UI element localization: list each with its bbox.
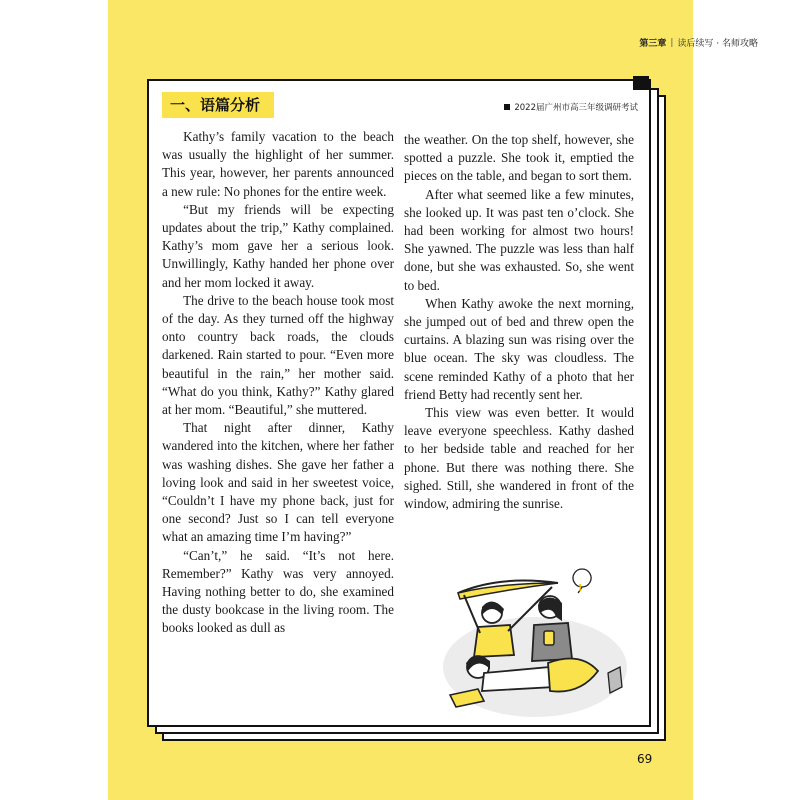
chapter-label: 第三章: [639, 39, 667, 49]
sheet-corner-tab: [633, 76, 649, 90]
paragraph: That night after dinner, Kathy wandered into the kitchen, where her father was washing dishes. She gave her father a loving look and said in her sweetest voice, “Couldn’t I have my phone back, just for one second? Just so I can tell everyone what an amazing time I’m having?”: [162, 420, 394, 545]
paragraph: When Kathy awoke the next morning, she jumped out of bed and threw open the curtains. A blazing sun was rising over the blue ocean. The sky was cloudless. The scene reminded Kathy of a photo that her friend Betty had recently sent her.: [404, 295, 634, 402]
svg-text:!: !: [578, 583, 583, 594]
paragraph: “Can’t,” he said. “It’s not here. Remember?” Kathy was very annoyed. Having nothing better to do, she examined the dusty bookcase in the living room. The books looked as dull as: [162, 547, 394, 636]
friends-illustration: [430, 555, 630, 720]
exam-source: [504, 101, 638, 113]
text-column-left: [162, 128, 394, 638]
chapter-subtitle: 读后续写 · 名师攻略: [677, 39, 758, 49]
paragraph: The drive to the beach house took most of the day. As they turned off the highway onto country back roads, the clouds darkened. Rain started to pour. “Even more beautiful in the rain,” her mother said. “What do you think, Kathy?” Kathy glared at her mom. “Beautiful,” she muttered.: [162, 292, 394, 418]
phone-icon: [544, 631, 554, 645]
page-number: 69: [637, 752, 653, 766]
paragraph: This view was even better. It would leave everyone speechless. Kathy dashed to her bedside table and reached for her phone. But there was nothing there. She sighed. Still, she wandered in front of the window, admiring the sunrise.: [404, 405, 634, 512]
running-header: [639, 36, 758, 49]
paragraph: “But my friends will be expecting updates about the trip,” Kathy complained. Kathy’s mom gave her a serious look. Unwillingly, Kathy handed her phone over and her mom locked it away.: [162, 201, 394, 290]
exam-source-label: 2022届广州市高三年级调研考试: [514, 103, 638, 113]
paragraph: the weather. On the top shelf, however, she spotted a puzzle. She took it, emptied the pieces on the table, and began to sort them.: [404, 132, 634, 184]
paragraph: After what seemed like a few minutes, she looked up. It was past ten o’clock. She had been working for almost two hours! She yawned. The puzzle was less than half done, but she was exhausted. So, she went to bed.: [404, 186, 634, 293]
text-column-right: [404, 131, 634, 513]
section-title: 一、语篇分析: [162, 92, 274, 118]
paragraph: Kathy’s family vacation to the beach was usually the highlight of her summer. This year, however, her parents announced a new rule: No phones for the entire week.: [162, 129, 394, 199]
square-bullet-icon: [504, 104, 510, 110]
header-separator: |: [670, 37, 674, 48]
